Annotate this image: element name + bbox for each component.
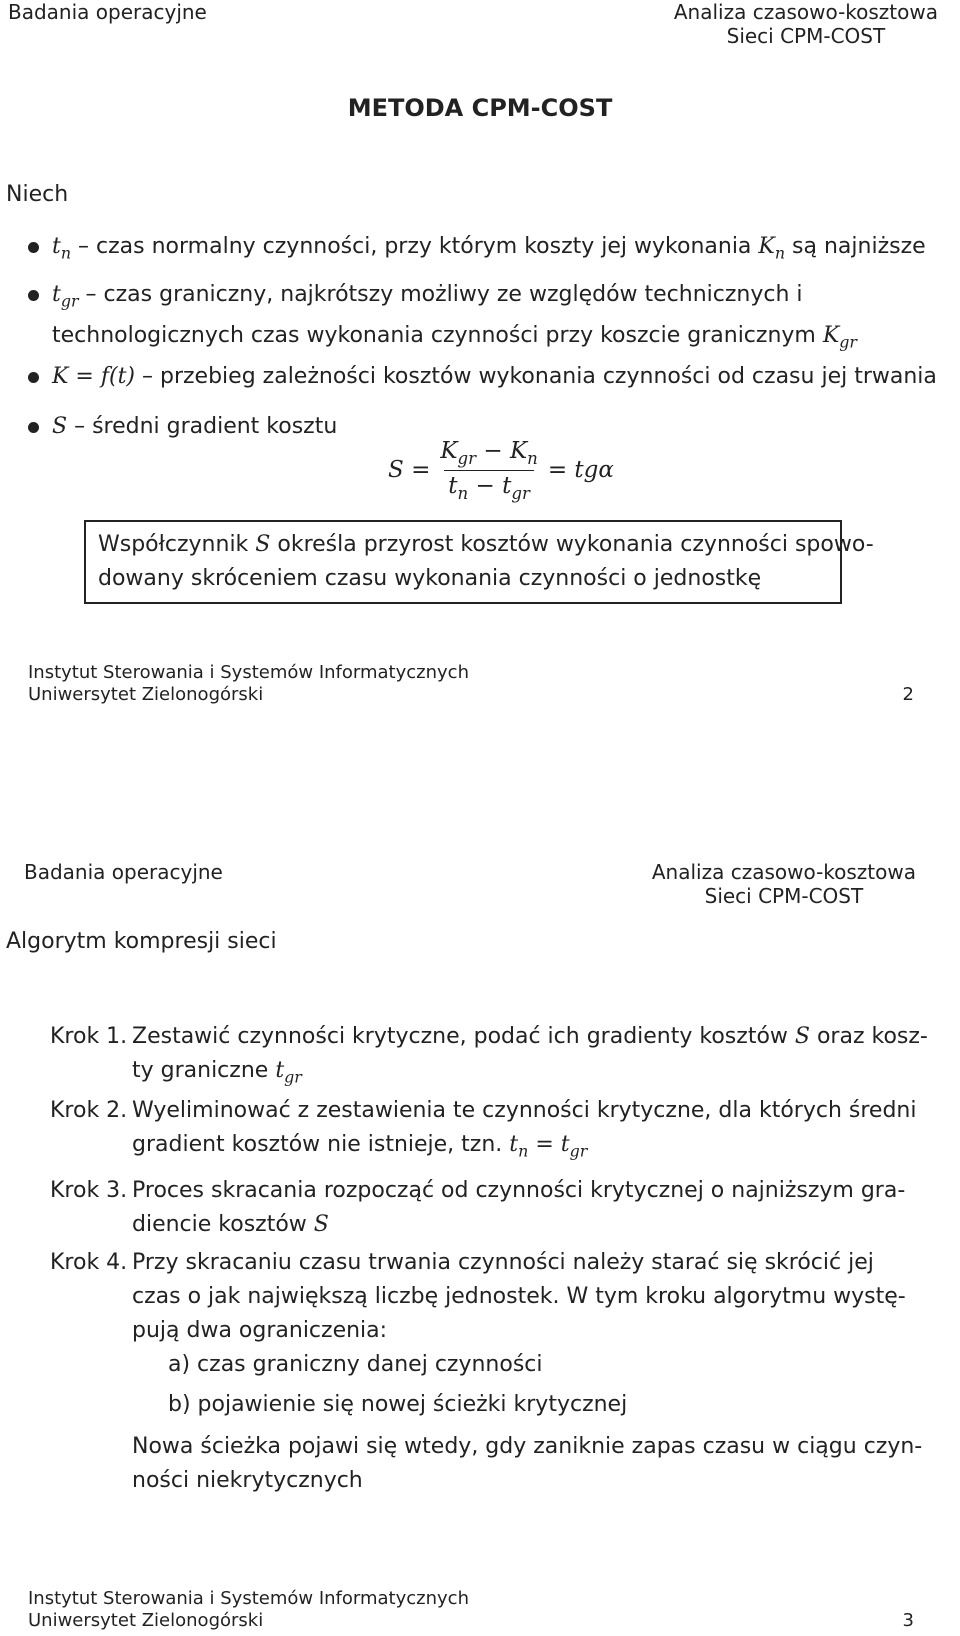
header-left: Badania operacyjne — [24, 860, 223, 884]
footer-university: Uniwersytet Zielonogórski — [28, 684, 264, 705]
footer-university: Uniwersytet Zielonogórski — [28, 1610, 264, 1631]
limit-item: b) pojawienie się nowej ścieżki krytycznej — [168, 1392, 628, 1417]
gradient-formula: S = $\frac{K_{gr} - K_n}{t_n - t_{gr}}$ = tgα — [388, 438, 614, 503]
header-left: Badania operacyjne — [8, 0, 207, 24]
step-label: Krok 1. — [50, 1024, 128, 1049]
bullet-dot — [28, 242, 39, 253]
header-right — [652, 860, 916, 908]
step-3-text: Proces skracania rozpocząć od czynności krytycznej o najniższym gra- diencie kosztów S — [132, 1178, 906, 1237]
bullet-normal-time: $t_n$ – czas normalny czynności, przy którym koszty jej wykonania $K_n$ są najniższe — [52, 234, 926, 263]
step-2-text: Wyeliminować z zestawienia te czynności krytyczne, dla których średni gradient kosztów nie istnieje, tzn. $t_n = t_{gr}$ — [132, 1098, 917, 1161]
bullet-dot — [28, 290, 39, 301]
limit-item: a) czas graniczny danej czynności — [168, 1352, 543, 1377]
footer-institute: Instytut Sterowania i Systemów Informatycznych — [28, 662, 469, 683]
header-subject: Analiza czasowo-kosztowa — [651, 860, 916, 884]
step-label: Krok 3. — [50, 1178, 128, 1203]
footer-institute: Instytut Sterowania i Systemów Informatycznych — [28, 1588, 469, 1609]
step-label: Krok 2. — [50, 1098, 128, 1123]
formula-fraction: $\frac{K_{gr} - K_n}{t_n - t_{gr}}$ — [440, 438, 538, 503]
header-topic: Sieci CPM-COST — [726, 24, 886, 48]
bullet-gradient: S – średni gradient kosztu — [52, 414, 338, 439]
gradient-remark-box: Współczynnik S określa przyrost kosztów wykonania czynności spowo- dowany skróceniem czasu wykonania czynności o jednostkę — [84, 520, 842, 604]
step-label: Krok 4. — [50, 1250, 128, 1275]
header-subject: Analiza czasowo-kosztowa — [673, 0, 938, 24]
header-topic: Sieci CPM-COST — [704, 884, 864, 908]
bullet-dot — [28, 422, 39, 433]
bullet-limit-time: $t_{gr}$ – czas graniczny, najkrótszy możliwy ze względów technicznych i technologicznych czas wykonania czynności przy koszcie granicznym $K_{gr}$ — [52, 282, 857, 352]
intro-text: Niech — [6, 182, 69, 207]
header-right — [674, 0, 938, 48]
bullet-cost-function: K = f(t) – przebieg zależności kosztów wykonania czynności od czasu jej trwania — [52, 364, 937, 389]
step-1-text: Zestawić czynności krytyczne, podać ich gradienty kosztów S oraz kosz- ty graniczne $t_{gr}$ — [132, 1024, 928, 1087]
page-number: 2 — [902, 684, 914, 705]
critical-path-note: Nowa ścieżka pojawi się wtedy, gdy zaniknie zapas czasu w ciągu czyn- ności niekrytycznych — [132, 1434, 923, 1493]
page-number: 3 — [902, 1610, 914, 1631]
page-title: Algorytm kompresji sieci — [6, 929, 277, 954]
step-4-text: Przy skracaniu czasu trwania czynności należy starać się skrócić jej czas o jak największą liczbę jednostek. W tym kroku algorytmu wystę- pują dwa ograniczenia: — [132, 1250, 906, 1343]
page-title: METODA CPM-COST — [347, 94, 613, 122]
bullet-dot — [28, 372, 39, 383]
